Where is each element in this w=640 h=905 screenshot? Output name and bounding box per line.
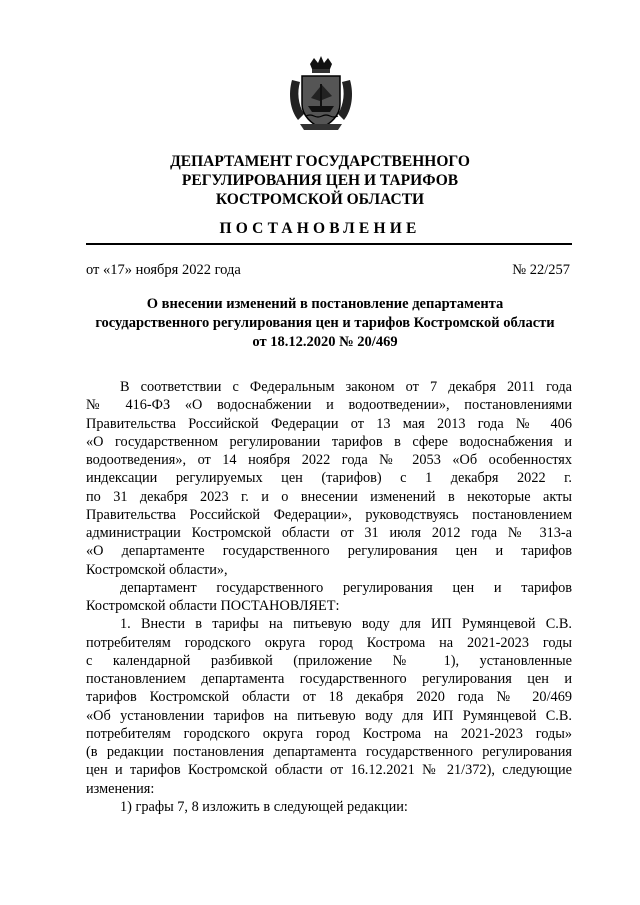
body-line: потребителям городского округа город Кострома на 2021-2023 годы» <box>86 725 572 742</box>
body-line: Костромской области», <box>86 561 228 578</box>
body-line: индексации регулируемых цен (тарифов) с 1 декабря 2022 г. <box>86 470 572 487</box>
document-date: от «17» ноября 2022 года <box>86 262 241 278</box>
kostroma-coat-of-arms-icon <box>284 54 358 134</box>
body-line: «Об установлении тарифов на питьевую воду для ИП Румянцевой С.В. <box>86 707 572 724</box>
body-line: водоотведения», от 14 ноября 2022 года № 2053 «Об особенностях <box>86 452 572 468</box>
subject-line: О внесении изменений в постановление департамента <box>146 296 504 312</box>
body-line: цен и тарифов Костромской области от 16.12.2021 № 21/372), следующие <box>86 762 572 779</box>
body-line: потребителям городского округа город Кострома на 2021-2023 годы <box>86 634 572 651</box>
body-line: В соответствии с Федеральным законом от 7 декабря 2011 года <box>120 379 572 395</box>
body-line: «О департаменте государственного регулирования цен и тарифов <box>86 543 572 560</box>
subject-line: государственного регулирования цен и тарифов Костромской области <box>95 315 555 331</box>
body-line: постановлением департамента государственного регулирования цен и <box>86 671 572 687</box>
document-type-title: ПОСТАНОВЛЕНИЕ <box>219 220 421 237</box>
document-subject <box>80 295 570 352</box>
department-line: ДЕПАРТАМЕНТ ГОСУДАРСТВЕННОГО <box>170 153 470 170</box>
department-name <box>80 152 560 209</box>
subject-line: от 18.12.2020 № 20/469 <box>252 334 398 350</box>
department-line: КОСТРОМСКОЙ ОБЛАСТИ <box>215 191 425 208</box>
body-line: «О государственном регулировании тарифов в сфере водоснабжения и <box>86 433 572 450</box>
body-line: тарифов Костромской области от 18 декабря 2020 года № 20/469 <box>86 689 572 706</box>
body-line: с календарной разбивкой (приложение № 1), установленные <box>86 652 572 669</box>
body-line: № 416-ФЗ «О водоснабжении и водоотведении», постановлениями <box>86 397 572 414</box>
body-line: Костромской области ПОСТАНОВЛЯЕТ: <box>86 598 340 614</box>
body-line: 1) графы 7, 8 изложить в следующей редакции: <box>120 798 408 815</box>
body-line: Правительства Российской Федерации от 13 мая 2013 года № 406 <box>86 415 572 432</box>
body-line: по 31 декабря 2023 г. и о внесении изменений в некоторые акты <box>86 488 572 505</box>
body-line: 1. Внести в тарифы на питьевую воду для ИП Румянцевой С.В. <box>120 616 572 633</box>
body-line: изменения: <box>86 780 155 797</box>
body-line: (в редакции постановления департамента государственного регулирования <box>86 744 572 760</box>
body-line: Правительства Российской Федерации», руководствуясь постановлением <box>86 506 572 523</box>
title-divider <box>86 243 572 245</box>
body-line: департамент государственного регулирования цен и тарифов <box>120 579 572 596</box>
document-number: № 22/257 <box>512 262 570 278</box>
department-line: РЕГУЛИРОВАНИЯ ЦЕН И ТАРИФОВ <box>181 172 459 189</box>
document-body <box>86 378 572 816</box>
body-line: администрации Костромской области от 31 июля 2012 года № 313-а <box>86 525 572 541</box>
